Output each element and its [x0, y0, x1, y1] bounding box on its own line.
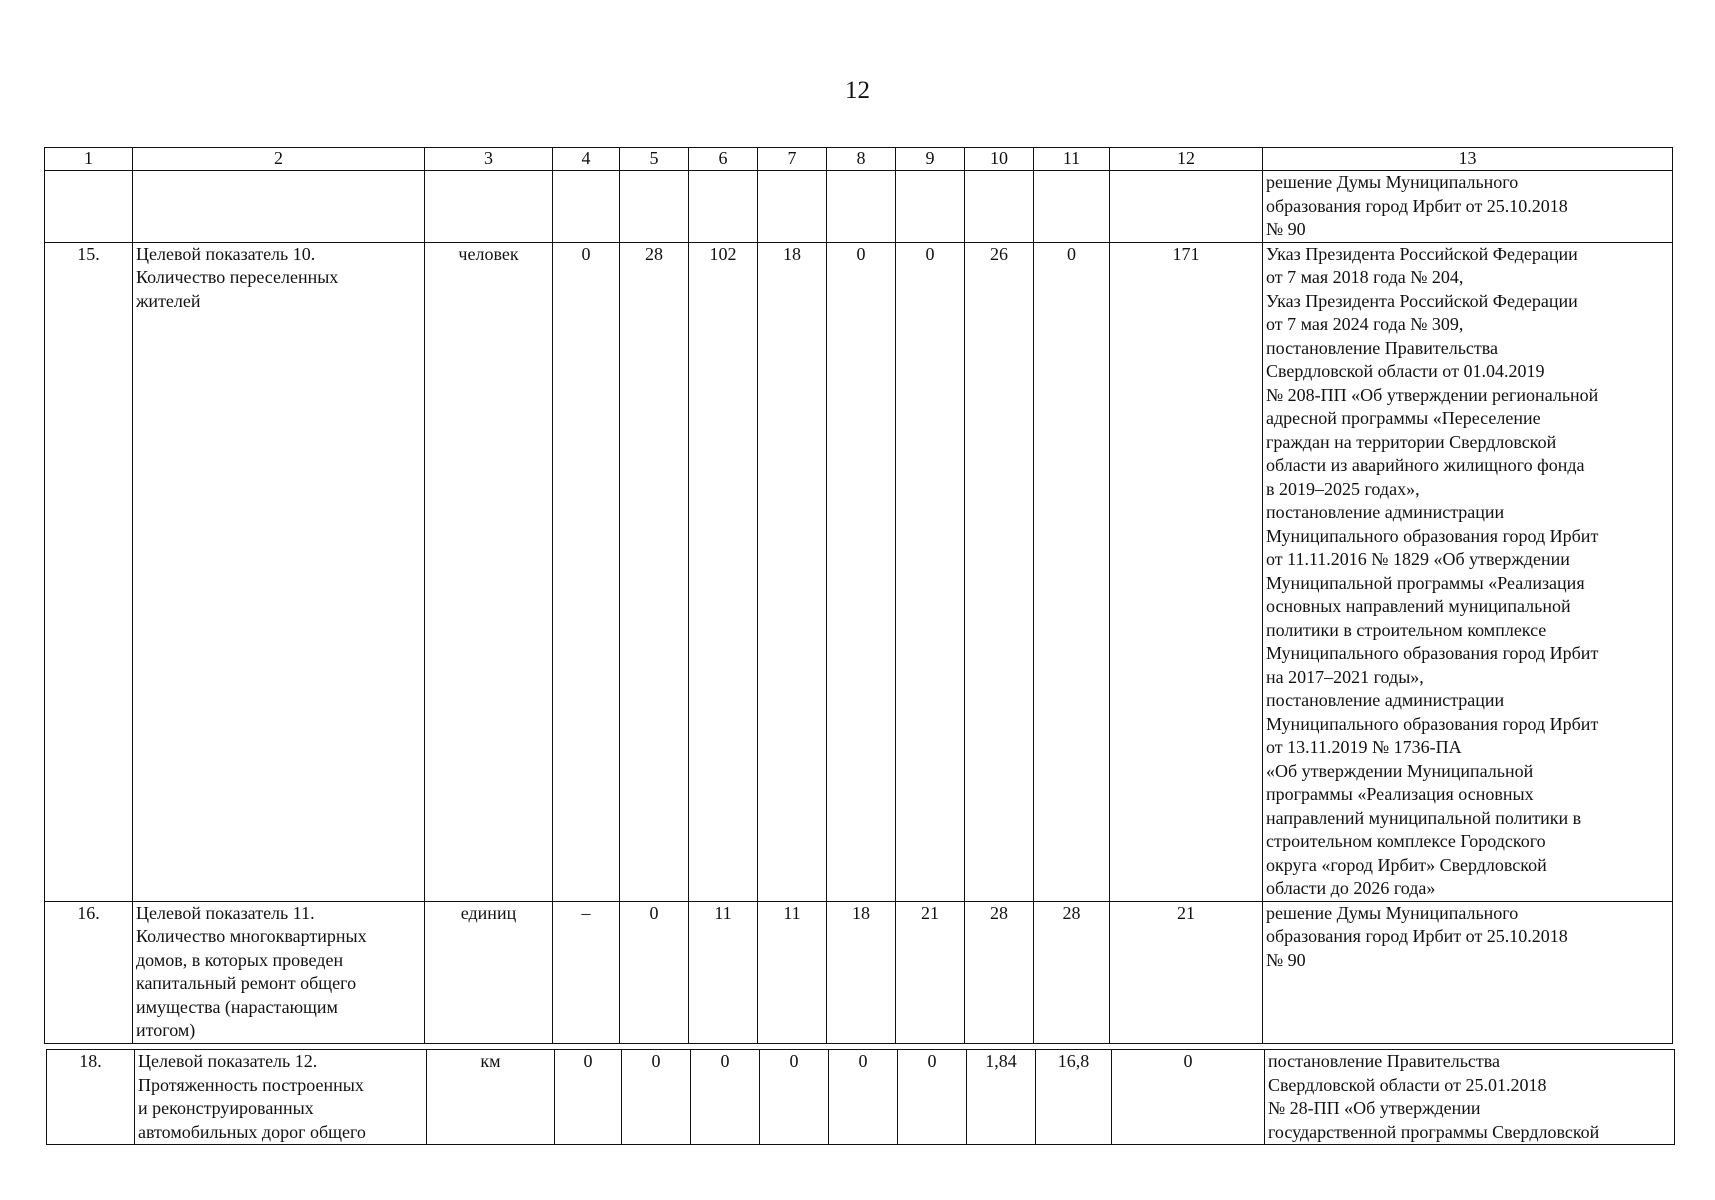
value-cell: 18	[758, 242, 827, 901]
doc-line: от 11.11.2016 № 1829 «Об утверждении	[1266, 549, 1570, 569]
empty-cell	[965, 171, 1034, 243]
doc-line: Муниципального образования город Ирбит	[1266, 643, 1599, 663]
value-cell: 0	[827, 242, 896, 901]
value-cell: 1,84	[967, 1050, 1036, 1145]
doc-line: «Об утверждении Муниципальной	[1266, 760, 1534, 781]
table-row	[45, 901, 1673, 1043]
value-cell: 0	[898, 1050, 967, 1145]
doc-line: государственной программы Свердловской	[1268, 1121, 1600, 1142]
doc-line: граждан на территории Свердловской	[1266, 431, 1557, 452]
doc-line: Указ Президента Российской Федерации	[1266, 243, 1578, 264]
value-cell: 0	[896, 242, 965, 901]
column-number: 2	[133, 148, 425, 171]
column-number: 12	[1110, 148, 1263, 171]
empty-cell	[1110, 171, 1263, 243]
doc-line: в 2019–2025 годах»,	[1266, 478, 1420, 499]
doc-line: Свердловской области от 01.04.2019	[1266, 361, 1545, 381]
indicators-table-continued	[46, 1049, 1675, 1145]
empty-cell	[45, 171, 133, 243]
value-cell: 0	[555, 1050, 622, 1145]
doc-line: № 208-ПП «Об утверждении региональной	[1266, 384, 1599, 405]
empty-cell	[689, 171, 758, 243]
indicator-cell	[133, 901, 425, 1043]
doc-line: № 28-ПП «Об утверждении	[1268, 1098, 1481, 1118]
value-cell: 171	[1110, 242, 1263, 901]
indicator-line: Протяженность построенных	[138, 1074, 364, 1095]
indicator-cell	[135, 1050, 427, 1145]
doc-line: постановление администрации	[1266, 502, 1505, 522]
doc-line: строительном комплексе Городского	[1266, 831, 1546, 851]
value-cell: 11	[689, 901, 758, 1043]
indicator-line: автомобильных дорог общего	[138, 1121, 366, 1142]
doc-line: от 7 мая 2024 года № 309,	[1266, 314, 1464, 334]
legal-basis-cell	[1265, 1050, 1675, 1145]
row-number: 18.	[47, 1050, 135, 1145]
indicator-line: жителей	[136, 290, 201, 311]
indicator-line: Целевой показатель 11.	[136, 902, 315, 923]
doc-line: образования город Ирбит от 25.10.2018	[1266, 926, 1568, 946]
doc-line: Муниципального образования город Ирбит	[1266, 525, 1599, 546]
row-number: 15.	[45, 242, 133, 901]
indicator-line: имущества (нарастающим	[136, 996, 338, 1017]
doc-line: области из аварийного жилищного фонда	[1266, 455, 1585, 475]
value-cell: 21	[896, 901, 965, 1043]
doc-line: Муниципального образования город Ирбит	[1266, 713, 1599, 734]
column-number: 9	[896, 148, 965, 171]
unit-cell: человек	[425, 242, 553, 901]
legal-basis-cell	[1263, 901, 1673, 1043]
doc-line: постановление администрации	[1266, 690, 1505, 710]
indicator-line: Количество многоквартирных	[136, 926, 367, 946]
value-cell: 28	[620, 242, 689, 901]
indicator-line: Количество переселенных	[136, 267, 339, 287]
page-number: 12	[845, 77, 870, 104]
doc-line: от 7 мая 2018 года № 204,	[1266, 267, 1464, 287]
value-cell: 0	[553, 242, 620, 901]
doc-line: области до 2026 года»	[1266, 878, 1436, 898]
column-number: 7	[758, 148, 827, 171]
value-cell: –	[553, 901, 620, 1043]
column-number: 11	[1034, 148, 1110, 171]
doc-line: основных направлений муниципальной	[1266, 596, 1571, 616]
value-cell: 0	[620, 901, 689, 1043]
value-cell: 28	[1034, 901, 1110, 1043]
doc-line: программы «Реализация основных	[1266, 784, 1534, 804]
value-cell: 28	[965, 901, 1034, 1043]
legal-basis-cell	[1263, 242, 1673, 901]
row-number: 16.	[45, 901, 133, 1043]
value-cell: 102	[689, 242, 758, 901]
empty-cell	[620, 171, 689, 243]
value-cell: 0	[691, 1050, 760, 1145]
column-number: 10	[965, 148, 1034, 171]
empty-cell	[133, 171, 425, 243]
legal-basis-cell	[1263, 171, 1673, 243]
column-number: 8	[827, 148, 896, 171]
empty-cell	[758, 171, 827, 243]
value-cell: 16,8	[1036, 1050, 1112, 1145]
unit-cell: единиц	[425, 901, 553, 1043]
doc-line: на 2017–2021 годы»,	[1266, 666, 1424, 687]
column-number: 5	[620, 148, 689, 171]
column-number: 13	[1263, 148, 1673, 171]
indicators-table	[44, 147, 1673, 1044]
empty-cell	[425, 171, 553, 243]
doc-line: № 90	[1266, 219, 1306, 239]
doc-line: Свердловской области от 25.01.2018	[1268, 1074, 1547, 1095]
doc-line: решение Думы Муниципального	[1266, 172, 1519, 192]
value-cell: 0	[829, 1050, 898, 1145]
doc-line: округа «город Ирбит» Свердловской	[1266, 854, 1547, 875]
doc-line: № 90	[1266, 949, 1306, 970]
indicator-line: Целевой показатель 10.	[136, 243, 316, 264]
column-number: 4	[553, 148, 620, 171]
value-cell: 0	[1112, 1050, 1265, 1145]
indicator-line: итогом)	[136, 1020, 196, 1040]
indicator-line: капитальный ремонт общего	[136, 973, 357, 993]
doc-line: постановление Правительства	[1268, 1051, 1501, 1071]
value-cell: 0	[760, 1050, 829, 1145]
value-cell: 21	[1110, 901, 1263, 1043]
doc-line: от 13.11.2019 № 1736-ПА	[1266, 737, 1462, 757]
doc-line: образования город Ирбит от 25.10.2018	[1266, 195, 1568, 216]
empty-cell	[896, 171, 965, 243]
column-number: 6	[689, 148, 758, 171]
indicator-cell	[133, 242, 425, 901]
table-row	[45, 242, 1673, 901]
doc-line: направлений муниципальной политики в	[1266, 807, 1582, 828]
doc-line: адресной программы «Переселение	[1266, 408, 1541, 428]
table-row	[47, 1050, 1675, 1145]
doc-line: постановление Правительства	[1266, 337, 1499, 358]
empty-cell	[827, 171, 896, 243]
value-cell: 0	[622, 1050, 691, 1145]
column-number: 3	[425, 148, 553, 171]
continued-row	[45, 171, 1673, 243]
empty-cell	[553, 171, 620, 243]
value-cell: 18	[827, 901, 896, 1043]
unit-cell: км	[427, 1050, 555, 1145]
doc-line: Муниципальной программы «Реализация	[1266, 572, 1585, 593]
value-cell: 11	[758, 901, 827, 1043]
column-number-row	[45, 148, 1673, 171]
doc-line: Указ Президента Российской Федерации	[1266, 290, 1578, 311]
doc-line: политики в строительном комплексе	[1266, 619, 1547, 640]
indicator-line: и реконструированных	[138, 1098, 314, 1118]
indicator-line: домов, в которых проведен	[136, 949, 344, 970]
doc-line: решение Думы Муниципального	[1266, 902, 1519, 923]
value-cell: 26	[965, 242, 1034, 901]
indicator-line: Целевой показатель 12.	[138, 1051, 318, 1071]
column-number: 1	[45, 148, 133, 171]
value-cell: 0	[1034, 242, 1110, 901]
empty-cell	[1034, 171, 1110, 243]
